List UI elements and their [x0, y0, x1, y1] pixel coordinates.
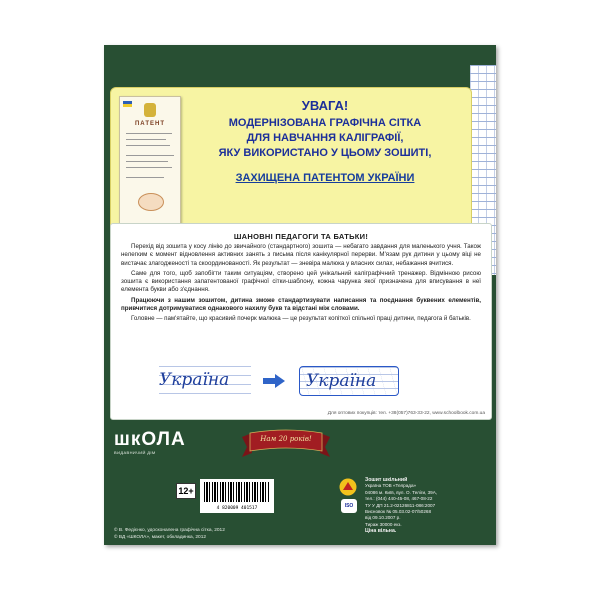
patent-text-line: [126, 155, 174, 156]
arrow-right-icon: [263, 374, 285, 388]
imprint-block: [365, 477, 493, 535]
imprint-line: тел.: (044) 440-45-08, 467-08-22: [365, 496, 433, 502]
imprint-line: 04086 м. Київ, вул. О. Теліги, 39А,: [365, 489, 438, 495]
teachers-paragraph: Працюючи з нашим зошитом, дитина зможе стандартизувати написання та поєднання буквених елементів, привчитися дотримуватися однакового нахилу букв та відстані між словами.: [121, 296, 481, 313]
teachers-paragraph: Головне — пам'ятайте, що красивий почерк малюка — це результат копіткої спільної праці дитини, педагога й батьків.: [131, 315, 471, 323]
patent-text-line: [126, 133, 172, 134]
imprint-line: Тираж 30000 екз.: [365, 521, 402, 527]
patent-notice-panel: [110, 87, 472, 235]
handwriting-example-before: Україна: [159, 366, 251, 394]
teachers-title: ШАНОВНІ ПЕДАГОГИ ТА БАТЬКИ!: [233, 232, 369, 241]
imprint-price: Ціна вільна.: [365, 528, 397, 535]
printing-house-icon: [339, 478, 357, 496]
emblem-icon: [144, 103, 156, 117]
notebook-back-cover: [104, 45, 496, 545]
patent-text-line: [126, 167, 172, 168]
notice-line: МОДЕРНІЗОВАНА ГРАФІЧНА СІТКА: [228, 117, 422, 129]
logo-word: шкОЛА: [114, 429, 186, 450]
ribbon-label: Нам 20 років!: [260, 435, 312, 443]
teachers-message-panel: [110, 223, 492, 420]
patent-document-image: [119, 96, 181, 226]
logo-subtitle: ВИДАВНИЧИЙ ДІМ: [114, 450, 156, 455]
imprint-line: ТУ У ДП 21.2-02126811-086:2007: [365, 502, 436, 508]
notice-line: ЯКУ ВИКОРИСТАНО У ЦЬОМУ ЗОШИТІ,: [218, 147, 432, 159]
publisher-logo: [114, 430, 186, 455]
copyright-line: © ВД «ШКОЛА», макет, обкладинка, 2012: [114, 534, 207, 540]
wholesale-contact: Для оптових покупців: тел. +38(057)763-33-22, www.schoolbook.com.ua: [327, 411, 485, 416]
imprint-line: від 09.10.2007 р.: [365, 515, 401, 521]
patent-document-title: ПАТЕНТ: [134, 121, 165, 127]
notice-heading: УВАГА!: [301, 98, 349, 113]
iso-badge: ISO: [341, 499, 357, 513]
anniversary-ribbon: [242, 429, 330, 463]
notice-line: ДЛЯ НАВЧАННЯ КАЛІГРАФІЇ,: [246, 132, 404, 144]
barcode-bars: [204, 482, 270, 502]
patent-text-line: [126, 139, 166, 140]
patent-notice-text: [183, 98, 467, 186]
teachers-paragraph: Саме для того, щоб запобігти таким ситуаціям, створено цей унікальний каліграфічний тренажер. Відмінною рисою зошита є використання запатентованої графічної сітки-шаблону, кожна чарунка якої призначена для вписування в неї елемента букви або з'єднання.: [121, 269, 481, 294]
patent-text-line: [126, 161, 168, 162]
age-rating-badge: 12+: [176, 483, 196, 499]
teachers-body: [111, 243, 491, 324]
imprint-title: Зошит шкільний: [365, 477, 408, 483]
copyright-line: © В. Федієнко, удосконалена графічна сітка, 2012: [114, 528, 225, 534]
flag-icon: [123, 101, 132, 107]
seal-icon: [138, 193, 164, 211]
copyright-block: [114, 528, 225, 541]
handwriting-example-after: Україна: [299, 366, 399, 396]
imprint-line: Україна ТОВ «Телрада»: [365, 483, 417, 489]
imprint-line: Висновок № 05.03.02-07/50268: [365, 509, 432, 515]
teachers-paragraph: Перехід від зошита у косу лінію до звичайного (стандартного) зошита — небагато завдання для маленького учня. Також нелегким є момент відновлення активних занять з письма після канікулярної перерви. М'язам рук дитини у цьому віці не вистачає злагодженості та скоординованості. Як результат — зневіра малюка у власних силах, небажання вчитися.: [121, 243, 481, 267]
barcode: [200, 479, 274, 513]
barcode-number: 4 820009 401517: [216, 506, 258, 511]
patent-text-line: [126, 177, 164, 178]
notice-protected: ЗАХИЩЕНА ПАТЕНТОМ УКРАЇНИ: [235, 172, 415, 184]
patent-text-line: [126, 145, 170, 146]
